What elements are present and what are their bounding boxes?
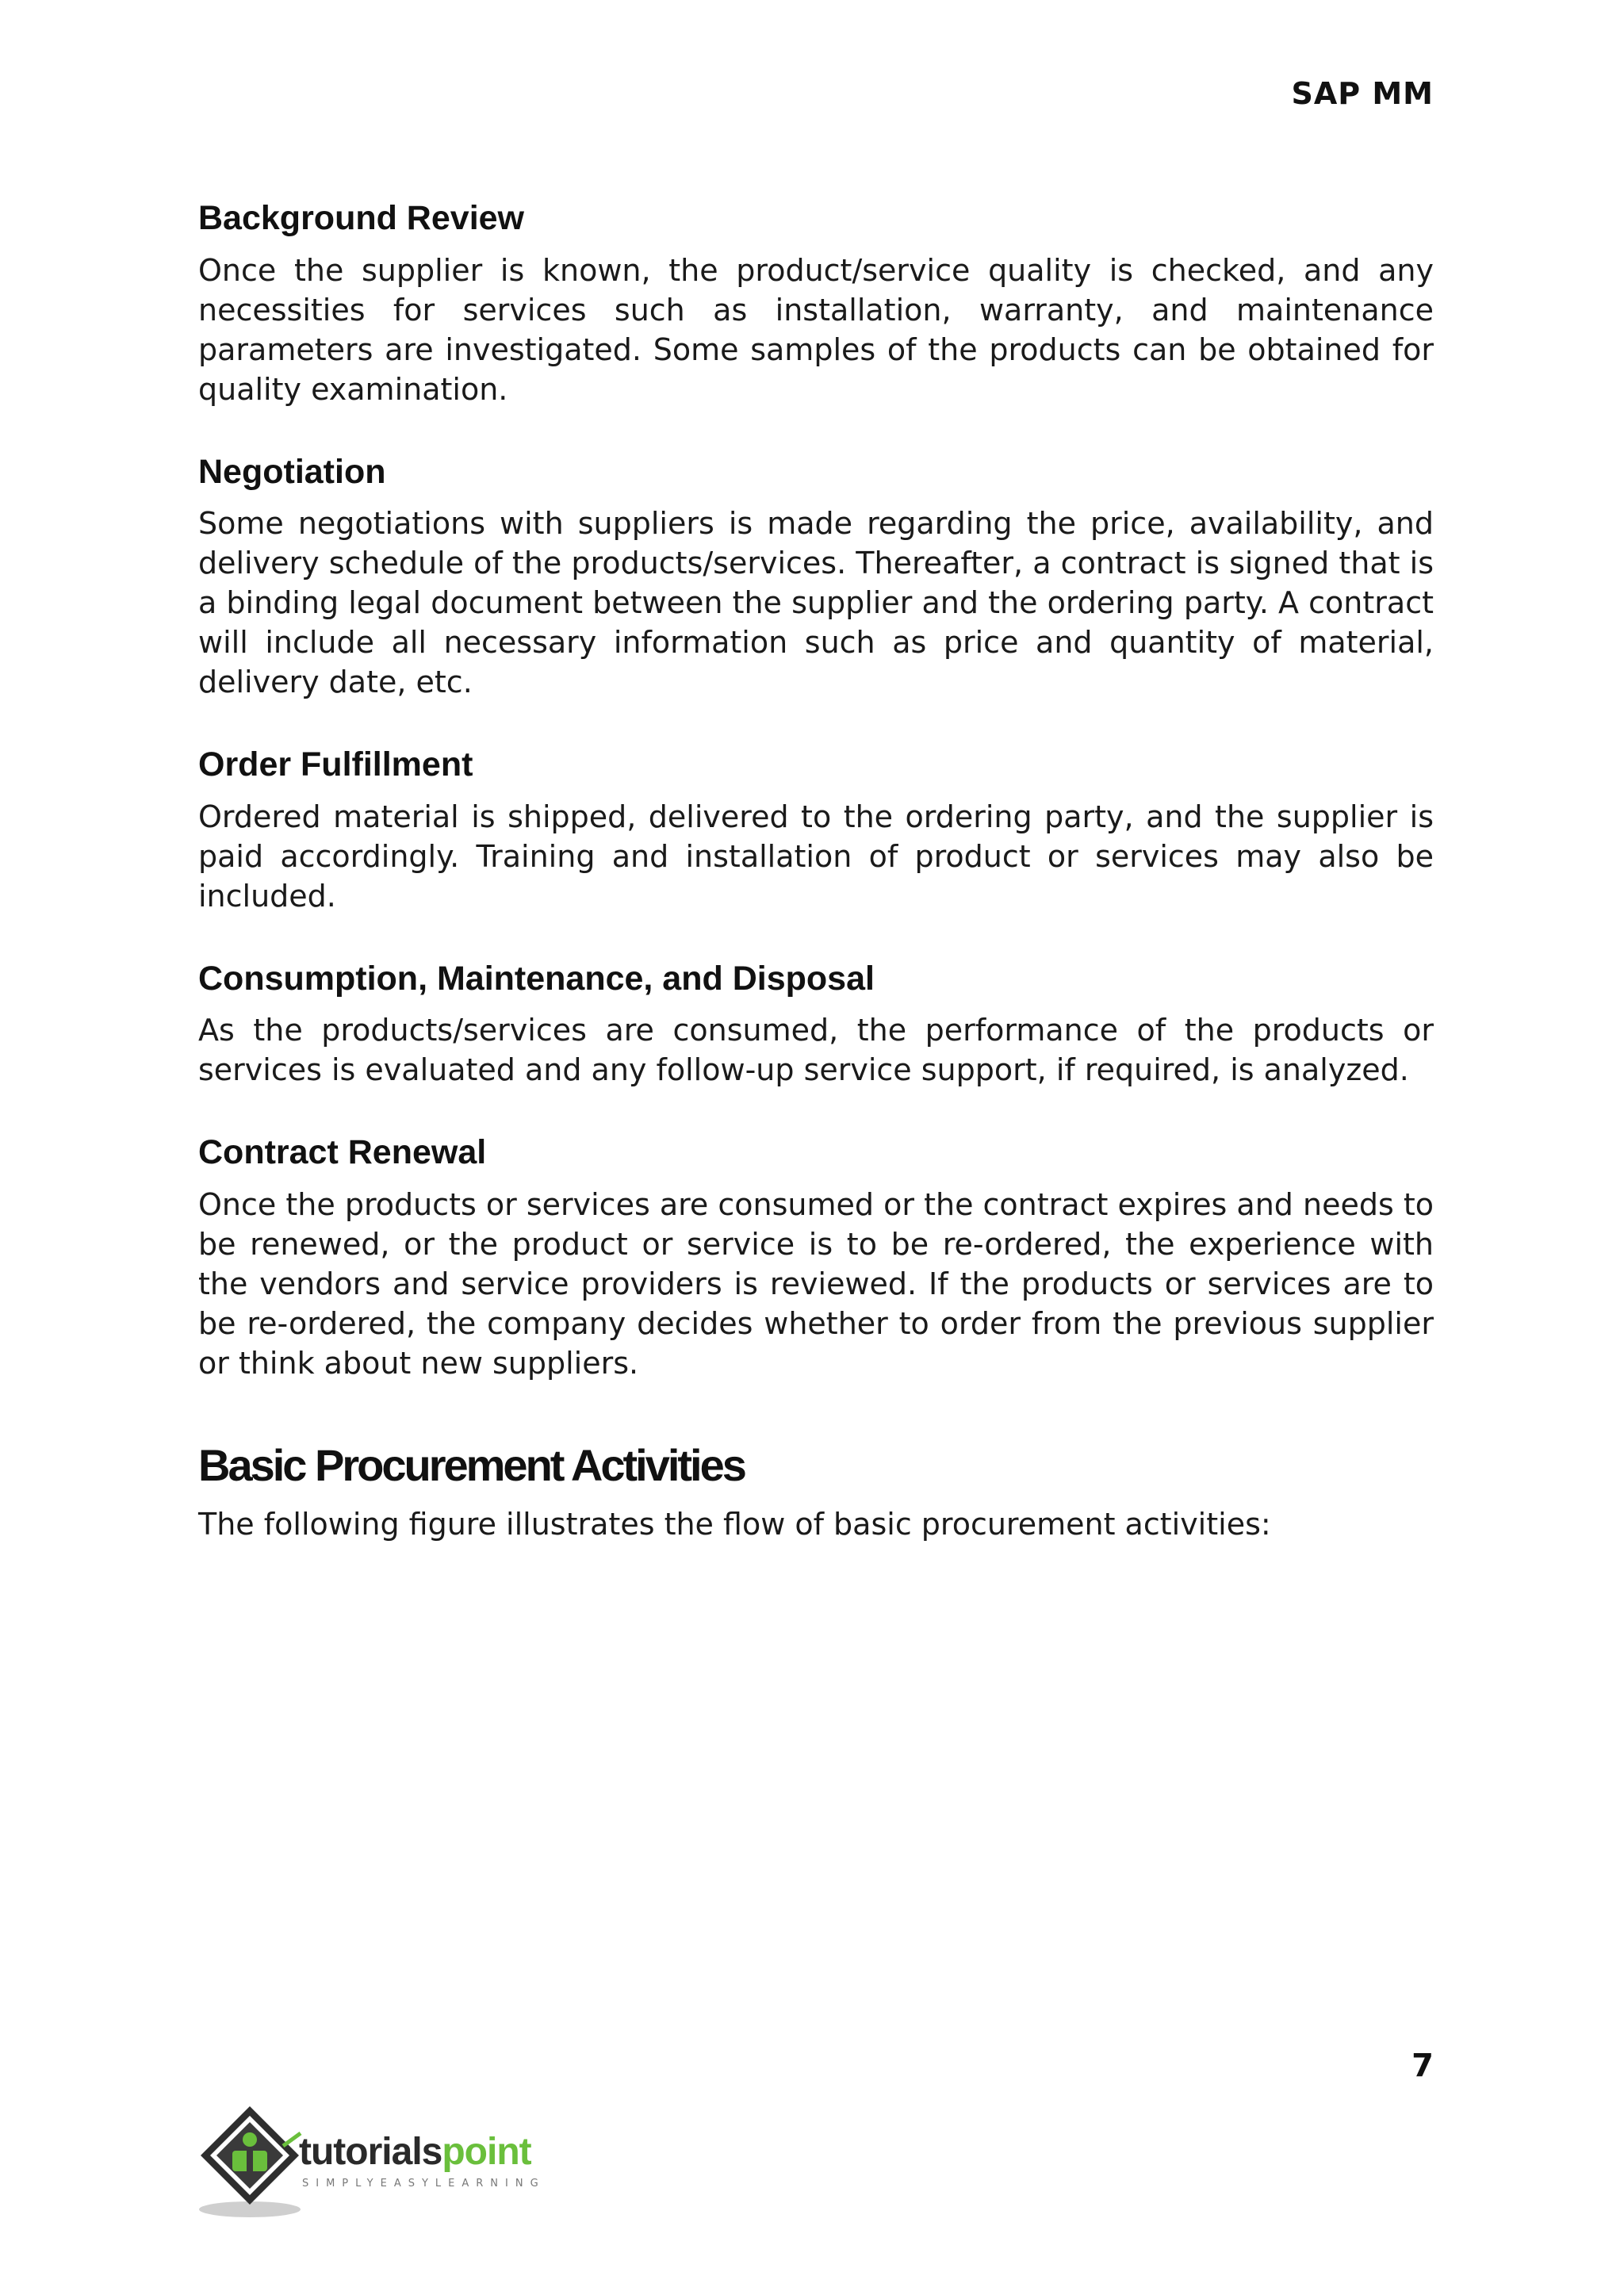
section-heading: Contract Renewal (198, 1133, 487, 1172)
logo-diamond-icon (194, 2102, 305, 2220)
main-heading: Basic Procurement Activities (198, 1439, 745, 1490)
page-content (198, 198, 1434, 1544)
section-contract-renewal (198, 1132, 1434, 1383)
section-heading: Negotiation (198, 452, 386, 491)
section-paragraph: Once the products or services are consumed or the contract expires and needs to be renewed, or the product or service is to be re-ordered, the experience with the vendors and service providers is reviewed. If the products or services are to be re-ordered, the company decides whether to order from the previous supplier or think about new suppliers. (198, 1186, 1434, 1381)
logo-tagline: SIMPLYEASYLEARNING (302, 2178, 546, 2190)
section-negotiation (198, 452, 1434, 703)
section-consumption (198, 959, 1434, 1090)
tutorialspoint-logo (194, 2102, 591, 2220)
logo-word-point: point (442, 2131, 531, 2173)
section-paragraph: As the products/services are consumed, the performance of the products or services is evaluated and any follow-up service support, if required, is analyzed. (198, 1013, 1434, 1088)
section-paragraph: Once the supplier is known, the product/service quality is checked, and any necessities for services such as installation, warranty, and maintenance parameters are investigated. Some samples of the products can be obtained for quality examination. (198, 252, 1434, 407)
section-heading: Order Fulfillment (198, 745, 473, 784)
main-paragraph: The following figure illustrates the flow of basic procurement activities: (198, 1507, 1271, 1542)
logo-wordmark (299, 2130, 531, 2174)
section-paragraph: Ordered material is shipped, delivered to the ordering party, and the supplier is paid accordingly. Training and installation of product or services may also be included. (198, 799, 1434, 914)
logo-word-tutorials: tutorials (299, 2131, 442, 2173)
section-background-review (198, 198, 1434, 409)
running-header: SAP MM (1291, 76, 1434, 111)
section-heading: Background Review (198, 199, 524, 237)
section-order-fulfillment (198, 745, 1434, 916)
section-paragraph: Some negotiations with suppliers is made regarding the price, availability, and delivery schedule of the products/services. Thereafter, a contract is signed that is a binding legal document between the supplier and the ordering party. A contract will include all necessary information such as price and quantity of material, delivery date, etc. (198, 506, 1434, 700)
page-number: 7 (1411, 2048, 1434, 2084)
section-heading: Consumption, Maintenance, and Disposal (198, 959, 875, 998)
